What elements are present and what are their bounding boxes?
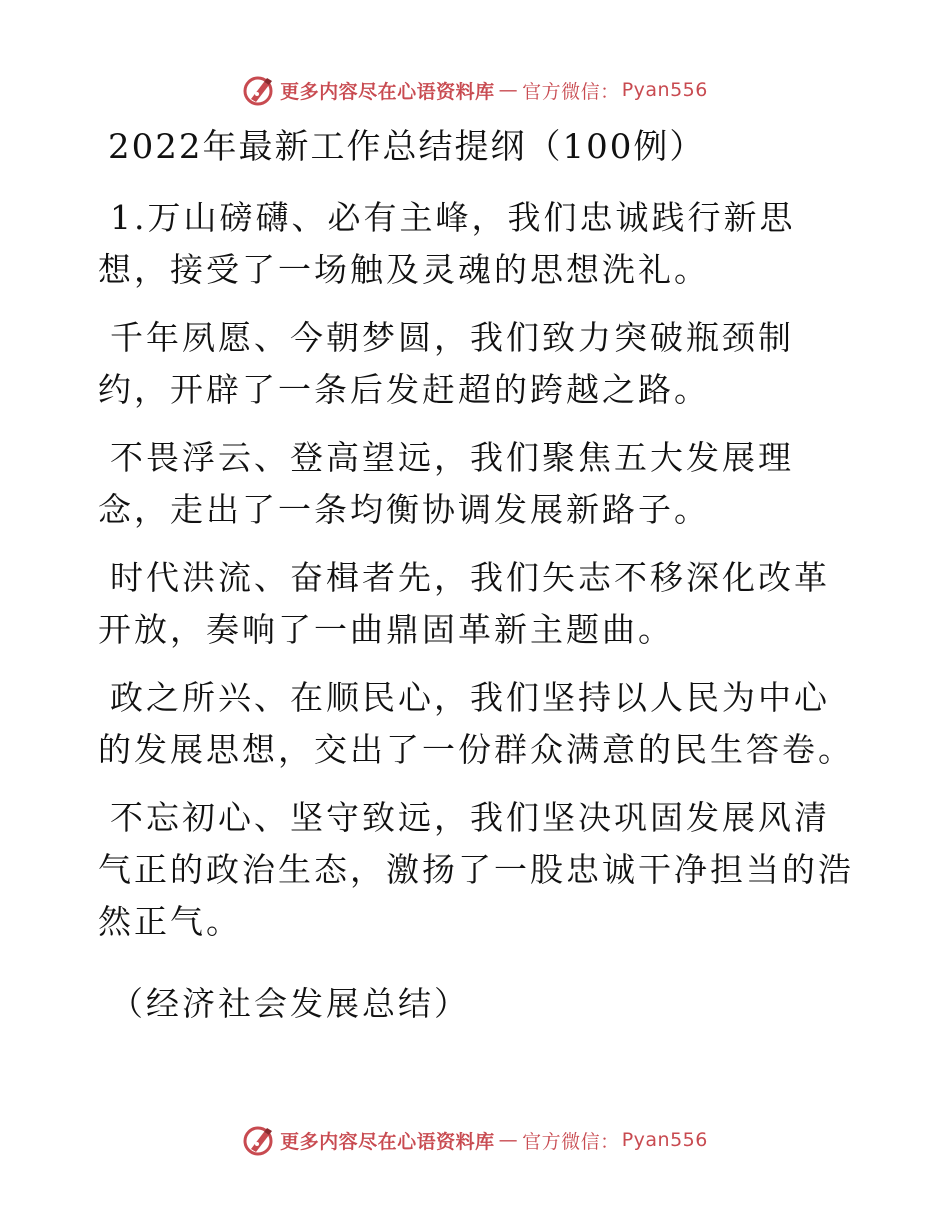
section-label: （经济社会发展总结） (110, 984, 470, 1023)
document-title: 2022年最新工作总结提纲（100例） (108, 127, 706, 167)
pen-nib-logo-icon (242, 73, 276, 107)
paragraph: 时代洪流、奋楫者先，我们矢志不移深化改革开放，奏响了一曲鼎固革新主题曲。 (98, 558, 830, 649)
paragraph: 1.万山磅礴、必有主峰，我们忠诚践行新思想，接受了一场触及灵魂的思想洗礼。 (98, 198, 796, 289)
watermark-separator: — (498, 1129, 519, 1151)
paragraph: 政之所兴、在顺民心，我们坚持以人民为中心的发展思想，交出了一份群众满意的民生答卷。 (98, 678, 854, 769)
watermark-banner-bottom (0, 1120, 950, 1160)
watermark-wechat-id: Pyan556 (621, 1129, 708, 1151)
watermark-wechat-id: Pyan556 (621, 79, 708, 101)
watermark-contact-label: 官方微信： (522, 1130, 620, 1153)
watermark-contact-label: 官方微信： (522, 80, 620, 103)
document-body (98, 122, 858, 1030)
paragraph: 不畏浮云、登高望远，我们聚焦五大发展理念，走出了一条均衡协调发展新路子。 (98, 438, 794, 529)
paragraph: 千年夙愿、今朝梦圆，我们致力突破瓶颈制约，开辟了一条后发赶超的跨越之路。 (98, 318, 794, 409)
watermark-promo-text: 更多内容尽在心语资料库 (280, 1130, 495, 1153)
watermark-promo-text: 更多内容尽在心语资料库 (280, 80, 495, 103)
watermark-banner-top (0, 70, 950, 110)
paragraph: 不忘初心、坚守致远，我们坚决巩固发展风清气正的政治生态，激扬了一股忠诚干净担当的浩然正气。 (98, 798, 854, 941)
pen-nib-logo-icon (242, 1123, 276, 1157)
watermark-separator: — (498, 79, 519, 101)
